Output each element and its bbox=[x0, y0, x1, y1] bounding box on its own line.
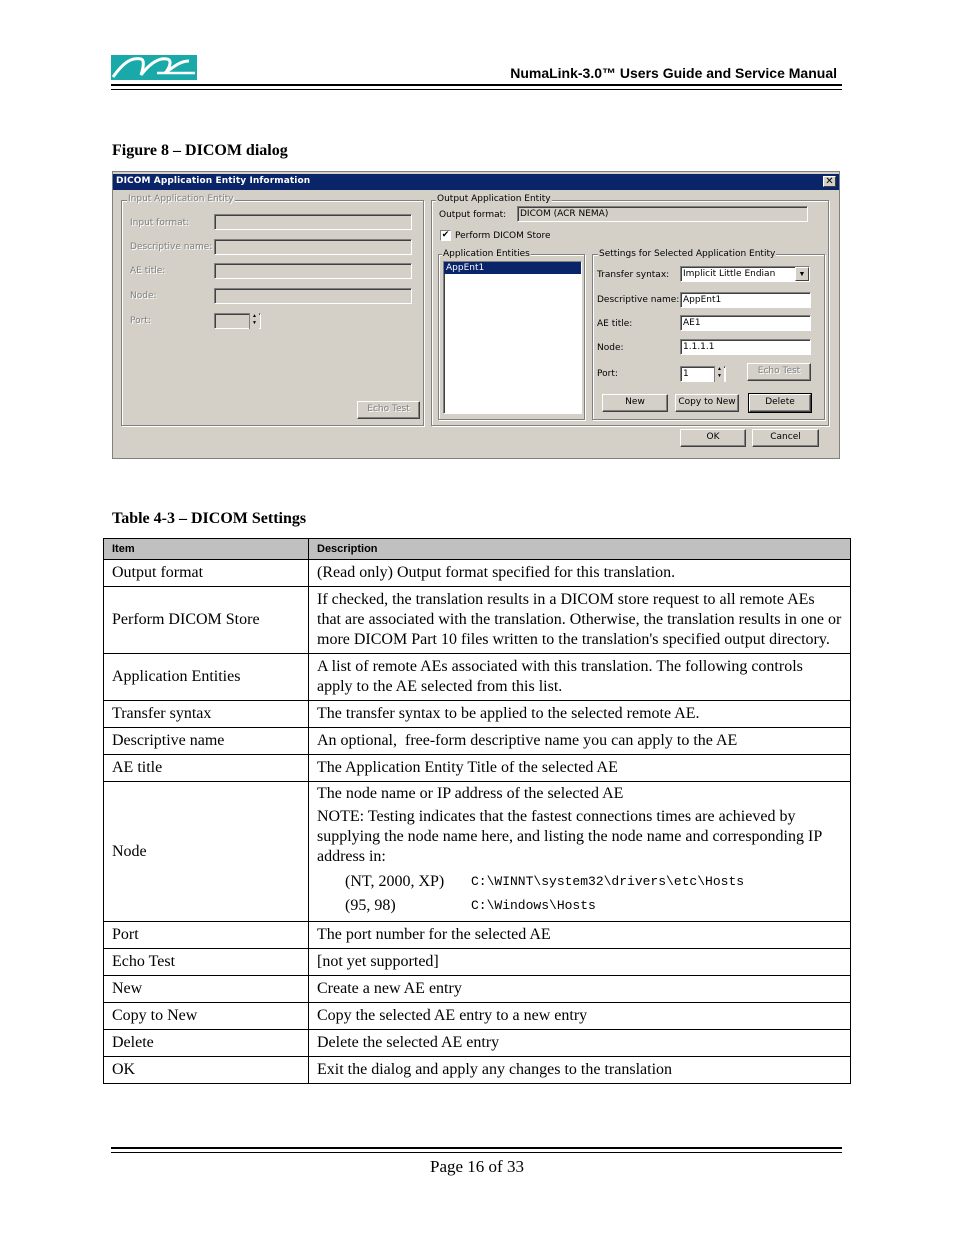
row-item: Application Entities bbox=[104, 654, 309, 701]
input-node-field[interactable] bbox=[214, 288, 412, 304]
node-field[interactable]: 1.1.1.1 bbox=[680, 339, 811, 355]
input-port-label: Port: bbox=[130, 316, 151, 326]
table-row bbox=[104, 560, 851, 587]
row-description: Copy the selected AE entry to a new entry bbox=[309, 1003, 851, 1030]
row-item: Port bbox=[104, 922, 309, 949]
figure-caption: Figure 8 – DICOM dialog bbox=[112, 142, 288, 159]
row-description: (Read only) Output format specified for this translation. bbox=[309, 560, 851, 587]
port-label: Port: bbox=[597, 369, 618, 379]
column-header-item: Item bbox=[104, 539, 309, 560]
row-item: Perform DICOM Store bbox=[104, 587, 309, 654]
dialog-title: DICOM Application Entity Information bbox=[116, 176, 311, 186]
cancel-button[interactable]: Cancel bbox=[752, 429, 819, 447]
row-description bbox=[309, 782, 851, 922]
input-ae-group bbox=[121, 200, 424, 426]
row-item: Delete bbox=[104, 1030, 309, 1057]
row-description: The Application Entity Title of the selected AE bbox=[309, 755, 851, 782]
row-item: OK bbox=[104, 1057, 309, 1084]
row-item: Output format bbox=[104, 560, 309, 587]
output-ae-group-label: Output Application Entity bbox=[437, 194, 551, 204]
output-format-label: Output format: bbox=[439, 210, 507, 220]
footer-rule bbox=[111, 1147, 842, 1149]
dicom-dialog bbox=[112, 171, 840, 459]
row-description: A list of remote AEs associated with this translation. The following controls apply to the AE selected from this list. bbox=[309, 654, 851, 701]
row-item: Copy to New bbox=[104, 1003, 309, 1030]
hosts-path: C:\Windows\Hosts bbox=[471, 898, 596, 913]
application-entities-list[interactable] bbox=[443, 261, 582, 414]
row-description: Create a new AE entry bbox=[309, 976, 851, 1003]
hosts-os: (NT, 2000, XP) bbox=[345, 873, 445, 890]
input-descriptive-name-label: Descriptive name: bbox=[130, 242, 213, 252]
port-value: 1 bbox=[683, 369, 689, 379]
delete-button[interactable]: Delete bbox=[749, 394, 811, 412]
hosts-path: C:\WINNT\system32\drivers\etc\Hosts bbox=[471, 874, 745, 889]
perform-store-checkbox[interactable]: ✔ bbox=[441, 230, 450, 240]
header-rule bbox=[111, 84, 842, 86]
table-row bbox=[104, 728, 851, 755]
transfer-syntax-value: Implicit Little Endian bbox=[683, 269, 776, 279]
transfer-syntax-label: Transfer syntax: bbox=[597, 270, 670, 280]
new-button[interactable]: New bbox=[602, 394, 668, 412]
header-title: NumaLink-3.0™ Users Guide and Service Manual bbox=[510, 65, 837, 81]
table-row bbox=[104, 654, 851, 701]
table-row bbox=[104, 949, 851, 976]
copy-to-new-button[interactable]: Copy to New bbox=[675, 394, 739, 412]
row-item: Transfer syntax bbox=[104, 701, 309, 728]
footer-rule-thin bbox=[111, 1152, 842, 1153]
table-row bbox=[104, 976, 851, 1003]
row-description: [not yet supported] bbox=[309, 949, 851, 976]
table-row bbox=[104, 1003, 851, 1030]
table-row bbox=[104, 701, 851, 728]
hosts-path-row bbox=[345, 871, 842, 893]
row-description: If checked, the translation results in a DICOM store request to all remote AEs that are associated with the translation. Otherwise, the translation results in one or more DICOM Part 10 files written to the translation's specified output directory. bbox=[309, 587, 851, 654]
row-description: Delete the selected AE entry bbox=[309, 1030, 851, 1057]
input-format-label: Input format: bbox=[130, 218, 190, 228]
row-item: Node bbox=[104, 782, 309, 922]
input-ae-title-label: AE title: bbox=[130, 266, 166, 276]
company-logo bbox=[111, 55, 197, 80]
application-entities-label: Application Entities bbox=[443, 249, 530, 259]
ae-title-field[interactable]: AE1 bbox=[680, 315, 811, 331]
ae-title-label: AE title: bbox=[597, 319, 633, 329]
selected-ae-settings-label: Settings for Selected Application Entity bbox=[599, 249, 776, 259]
row-description: The transfer syntax to be applied to the selected remote AE. bbox=[309, 701, 851, 728]
close-icon[interactable]: ✕ bbox=[823, 176, 836, 187]
table-row bbox=[104, 1057, 851, 1084]
hosts-os: (95, 98) bbox=[345, 897, 396, 914]
column-header-description: Description bbox=[309, 539, 851, 560]
row-item: Descriptive name bbox=[104, 728, 309, 755]
input-node-label: Node: bbox=[130, 291, 157, 301]
node-note: NOTE: Testing indicates that the fastest connections times are achieved by supplying the node name here, and listing the node name and corresponding IP address in: bbox=[317, 808, 822, 865]
input-port-spinner-icon[interactable]: ▲ ▼ bbox=[249, 313, 259, 329]
row-item: AE title bbox=[104, 755, 309, 782]
node-description: The node name or IP address of the selected AE bbox=[317, 785, 624, 802]
hosts-path-row bbox=[345, 895, 842, 917]
table-row bbox=[104, 1030, 851, 1057]
port-spinner-icon[interactable]: ▲ ▼ bbox=[714, 366, 724, 382]
table-row bbox=[104, 587, 851, 654]
input-format-field[interactable] bbox=[214, 214, 412, 230]
node-label: Node: bbox=[597, 343, 624, 353]
row-item: New bbox=[104, 976, 309, 1003]
descriptive-name-field[interactable]: AppEnt1 bbox=[680, 292, 811, 308]
dialog-titlebar bbox=[113, 174, 839, 190]
input-ae-group-label: Input Application Entity bbox=[128, 194, 234, 204]
row-description: An optional, free-form descriptive name you can apply to the AE bbox=[309, 728, 851, 755]
page-number: Page 16 of 33 bbox=[430, 1157, 524, 1176]
transfer-syntax-select[interactable] bbox=[680, 266, 810, 282]
list-item[interactable]: AppEnt1 bbox=[444, 262, 581, 274]
descriptive-name-label: Descriptive name: bbox=[597, 295, 680, 305]
output-format-field[interactable]: DICOM (ACR NEMA) bbox=[517, 206, 808, 222]
ok-button[interactable]: OK bbox=[680, 429, 746, 447]
row-description: The port number for the selected AE bbox=[309, 922, 851, 949]
table-caption: Table 4-3 – DICOM Settings bbox=[112, 510, 307, 527]
dicom-settings-table bbox=[103, 538, 851, 1084]
perform-store-label: Perform DICOM Store bbox=[455, 231, 551, 241]
input-descriptive-name-field[interactable] bbox=[214, 239, 412, 255]
table-row bbox=[104, 755, 851, 782]
input-echo-test-button[interactable]: Echo Test bbox=[357, 401, 420, 419]
input-ae-title-field[interactable] bbox=[214, 263, 412, 279]
header-rule-thin bbox=[111, 89, 842, 90]
row-description: Exit the dialog and apply any changes to the translation bbox=[309, 1057, 851, 1084]
table-row bbox=[104, 782, 851, 922]
chevron-down-icon[interactable]: ▼ bbox=[795, 267, 809, 281]
echo-test-button[interactable]: Echo Test bbox=[747, 363, 811, 381]
row-item: Echo Test bbox=[104, 949, 309, 976]
table-row bbox=[104, 922, 851, 949]
table-header-row bbox=[104, 539, 851, 560]
